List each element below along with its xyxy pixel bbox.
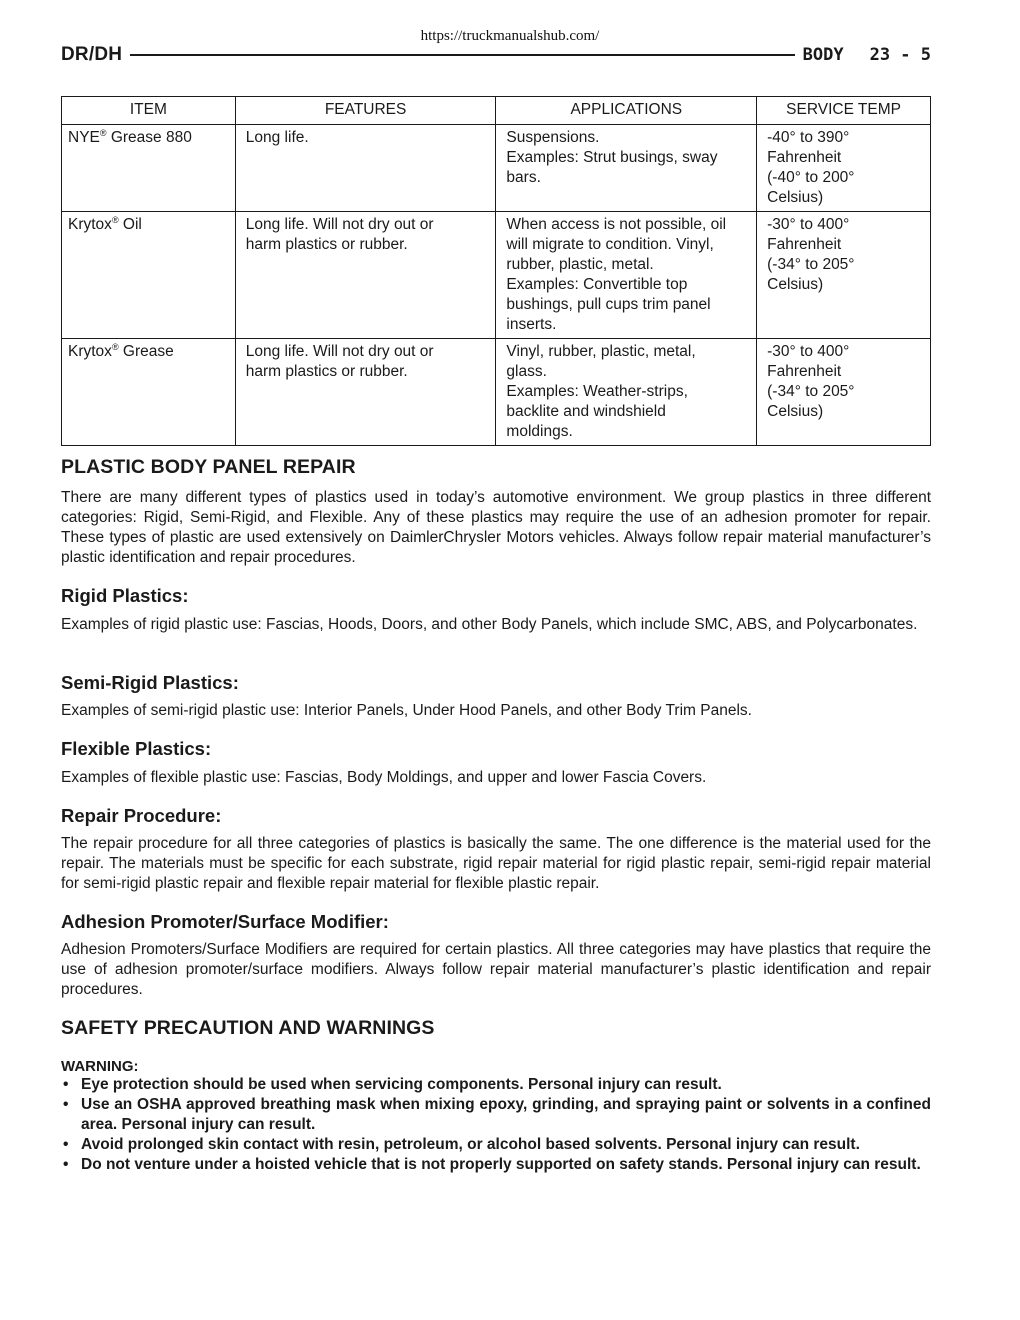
cell-line: Fahrenheit xyxy=(767,363,842,380)
cell-line: Celsius) xyxy=(767,403,824,420)
column-header: FEATURES xyxy=(235,97,496,125)
item-cell xyxy=(62,125,236,212)
semi-rigid-block xyxy=(61,672,931,694)
cell-line: Long life. Will not dry out or xyxy=(245,343,434,360)
subsection-heading: Repair Procedure: xyxy=(61,805,222,826)
item-name-rest: Oil xyxy=(118,216,142,233)
warning-item xyxy=(61,1075,931,1095)
table-row xyxy=(62,125,931,212)
warning-text: Do not venture under a hoisted vehicle that is not properly supported on safety stands. Personal injury can result. xyxy=(81,1156,921,1173)
adhesion-block xyxy=(61,911,931,933)
warning-item xyxy=(61,1135,931,1155)
section-heading: PLASTIC BODY PANEL REPAIR xyxy=(61,456,356,478)
cell-line: Suspensions. xyxy=(506,129,600,146)
bullet-icon: • xyxy=(63,1156,69,1173)
cell-line: Fahrenheit xyxy=(767,236,842,253)
adhesion-paragraph: Adhesion Promoters/Surface Modifiers are required for certain plastics. All three categories may have plastics that require the use of adhesion promoter/surface modifiers. Always follow repair material manufacturer’s plastic identification and repair procedures. xyxy=(61,941,931,998)
cell-line: Fahrenheit xyxy=(767,149,842,166)
item-name: Krytox xyxy=(68,343,112,360)
cell-line: backlite and windshield xyxy=(506,403,666,420)
column-header: SERVICE TEMP xyxy=(757,97,931,125)
section-heading: SAFETY PRECAUTION AND WARNINGS xyxy=(61,1017,435,1039)
semi-rigid-text-block xyxy=(61,701,931,721)
subsection-heading: Semi-Rigid Plastics: xyxy=(61,672,239,693)
applications-cell xyxy=(496,212,757,339)
cell-line: Celsius) xyxy=(767,276,824,293)
warning-block xyxy=(61,1058,931,1175)
temp-cell xyxy=(757,212,931,339)
warning-label: WARNING: xyxy=(61,1058,139,1075)
cell-line: When access is not possible, oil xyxy=(506,216,727,233)
item-name: Krytox xyxy=(68,216,112,233)
registered-mark: ® xyxy=(99,128,107,138)
cell-line: -40° to 390° xyxy=(767,129,850,146)
warning-text: Use an OSHA approved breathing mask when mixing epoxy, grinding, and spraying paint or solvents in a confined area. Personal injury can result. xyxy=(81,1096,931,1133)
header-rule xyxy=(130,54,794,56)
flexible-paragraph: Examples of flexible plastic use: Fascias, Body Moldings, and upper and lower Fascia Covers. xyxy=(61,769,707,786)
cell-line: harm plastics or rubber. xyxy=(245,236,408,253)
applications-cell xyxy=(496,125,757,212)
cell-line: Celsius) xyxy=(767,189,824,206)
procedure-block xyxy=(61,805,931,827)
temp-cell xyxy=(757,125,931,212)
registered-mark: ® xyxy=(111,342,119,352)
table-row xyxy=(62,212,931,339)
cell-line: rubber, plastic, metal. xyxy=(506,256,654,273)
cell-line: will migrate to condition. Vinyl, xyxy=(506,236,714,253)
bullet-icon: • xyxy=(63,1096,69,1113)
rigid-text-block xyxy=(61,615,931,635)
flexible-text-block xyxy=(61,768,931,788)
column-header: ITEM xyxy=(62,97,236,125)
rigid-paragraph: Examples of rigid plastic use: Fascias, Hoods, Doors, and other Body Panels, which include SMC, ABS, and Polycarbonates. xyxy=(61,616,918,633)
warning-item xyxy=(61,1095,931,1135)
cell-line: glass. xyxy=(506,363,547,380)
lubricant-table xyxy=(61,96,931,446)
cell-line: -30° to 400° xyxy=(767,216,850,233)
warning-text: Eye protection should be used when servicing components. Personal injury can result. xyxy=(81,1076,722,1093)
warning-item xyxy=(61,1155,931,1175)
cell-line: -30° to 400° xyxy=(767,343,850,360)
bullet-icon: • xyxy=(63,1076,69,1093)
warning-list xyxy=(61,1075,931,1175)
cell-line: Long life. xyxy=(245,129,309,146)
registered-mark: ® xyxy=(111,215,119,225)
cell-line: (-40° to 200° xyxy=(767,169,855,186)
cell-line: Examples: Convertible top xyxy=(506,276,688,293)
features-cell xyxy=(235,212,496,339)
section-name: BODY xyxy=(802,45,844,65)
bullet-icon: • xyxy=(63,1136,69,1153)
procedure-text-block xyxy=(61,834,931,894)
cell-line: Long life. Will not dry out or xyxy=(245,216,434,233)
page-header xyxy=(61,42,931,68)
subsection-heading: Adhesion Promoter/Surface Modifier: xyxy=(61,911,389,932)
intro-paragraph: There are many different types of plastics used in today’s automotive environment. We group plastics in three different categories: Rigid, Semi-Rigid, and Flexible. Any of these plastics may require the use of an adhesion promoter for repair. These types of plastic are used extensively on DaimlerChrysler Motors vehicles. Always follow repair material manufacturer’s plastic identification and repair procedures. xyxy=(61,489,931,566)
cell-line: inserts. xyxy=(506,316,557,333)
item-name-rest: Grease xyxy=(118,343,174,360)
features-cell xyxy=(235,339,496,446)
cell-line: bars. xyxy=(506,169,541,186)
semi-rigid-paragraph: Examples of semi-rigid plastic use: Interior Panels, Under Hood Panels, and other Body Trim Panels. xyxy=(61,702,752,719)
page-number: 23 - 5 xyxy=(869,45,931,65)
temp-cell xyxy=(757,339,931,446)
cell-line: (-34° to 205° xyxy=(767,256,855,273)
safety-heading-block xyxy=(61,1017,931,1040)
flexible-block xyxy=(61,738,931,760)
cell-line: Vinyl, rubber, plastic, metal, xyxy=(506,343,696,360)
item-cell xyxy=(62,212,236,339)
cell-line: Examples: Strut busings, sway xyxy=(506,149,718,166)
features-cell xyxy=(235,125,496,212)
warning-text: Avoid prolonged skin contact with resin, petroleum, or alcohol based solvents. Personal injury can result. xyxy=(81,1136,860,1153)
cell-line: bushings, pull cups trim panel xyxy=(506,296,711,313)
plastic-repair-heading-block xyxy=(61,456,931,479)
cell-line: Examples: Weather-strips, xyxy=(506,383,688,400)
rigid-block xyxy=(61,585,931,607)
model-code: DR/DH xyxy=(61,44,123,65)
applications-cell xyxy=(496,339,757,446)
source-url[interactable]: https://truckmanualshub.com/ xyxy=(420,28,600,44)
table-row xyxy=(62,339,931,446)
cell-line: moldings. xyxy=(506,423,573,440)
item-name: NYE xyxy=(68,129,100,146)
adhesion-text-block xyxy=(61,940,931,1000)
procedure-paragraph: The repair procedure for all three categories of plastics is basically the same. The one difference is the material used for the repair. The materials must be specific for each substrate, rigid repair material for rigid plastic repair, semi-rigid repair material for semi-rigid plastic repair and flexible repair material for flexible plastic repair. xyxy=(61,835,931,892)
intro-block xyxy=(61,488,931,568)
subsection-heading: Flexible Plastics: xyxy=(61,738,212,759)
column-header: APPLICATIONS xyxy=(496,97,757,125)
table-header-row xyxy=(62,97,931,125)
cell-line: (-34° to 205° xyxy=(767,383,855,400)
subsection-heading: Rigid Plastics: xyxy=(61,585,189,606)
item-cell xyxy=(62,339,236,446)
cell-line: harm plastics or rubber. xyxy=(245,363,408,380)
item-name-rest: Grease 880 xyxy=(106,129,192,146)
